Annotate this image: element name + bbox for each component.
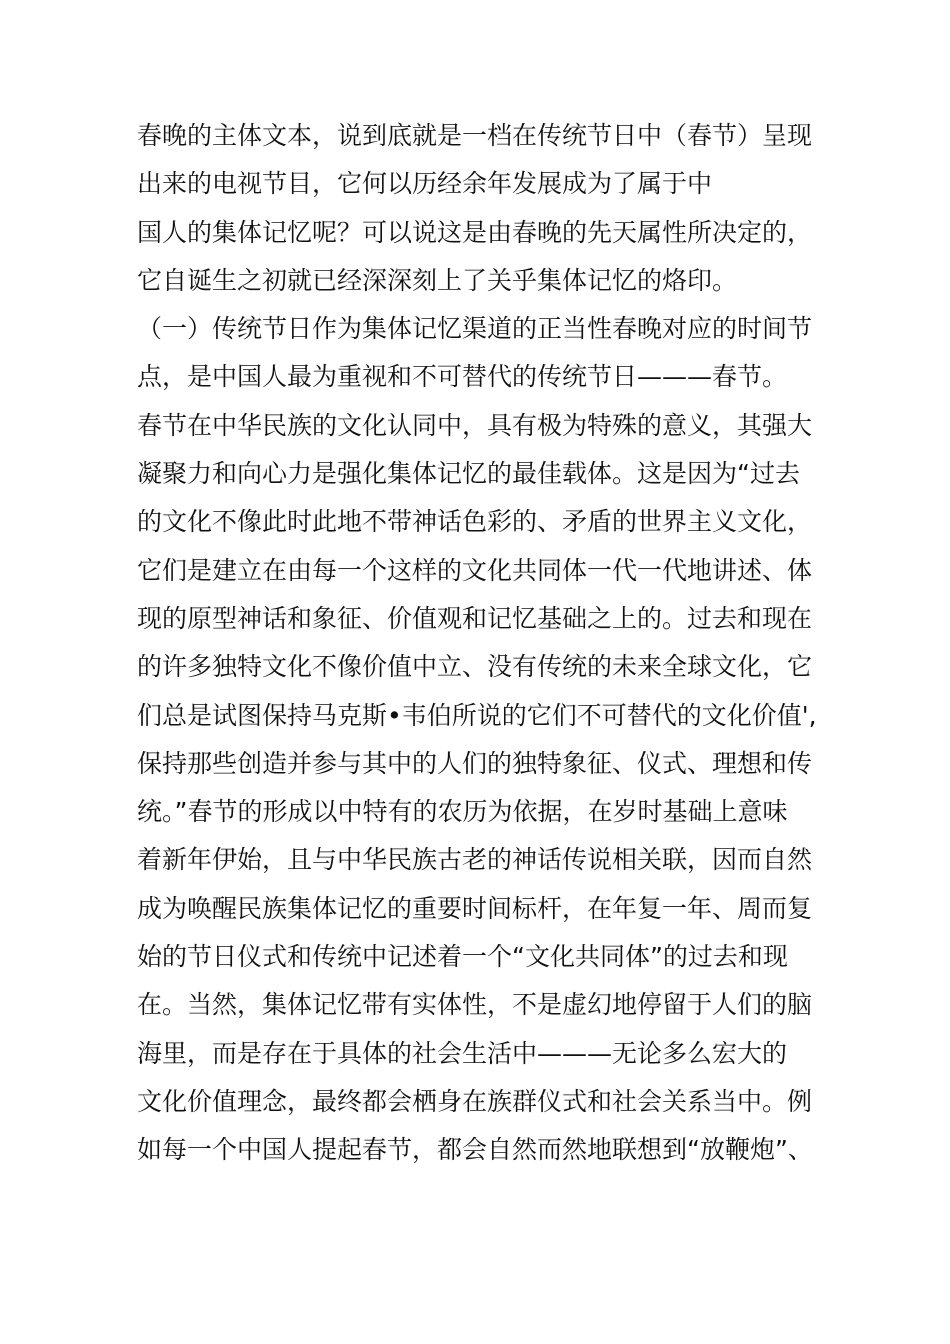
text-line: 现的原型神话和象征、价值观和记忆基础之上的。过去和现在 xyxy=(137,603,813,633)
text-line: 成为唤醒民族集体记忆的重要时间标杆，在年复一年、周而复 xyxy=(137,893,813,923)
text-line: 着新年伊始，且与中华民族古老的神话传说相关联，因而自然 xyxy=(137,845,813,875)
text-line: 春晚的主体文本，说到底就是一档在传统节日中（春节）呈现 xyxy=(137,121,813,150)
text-line: 国人的集体记忆呢？可以说这是由春晚的先天属性所决定的， xyxy=(137,217,813,247)
text-line: 们总是试图保持马克斯•韦伯所说的它们不可替代的文化价值', xyxy=(137,700,817,730)
text-line: 文化价值理念，最终都会栖身在族群仪式和社会关系当中。例 xyxy=(137,1086,813,1116)
text-line: 凝聚力和向心力是强化集体记忆的最佳载体。这是因为“过去 xyxy=(137,459,800,489)
text-line: 统。”春节的形成以中特有的农历为依据，在岁时基础上意味 xyxy=(137,797,788,827)
text-line: 的许多独特文化不像价值中立、没有传统的未来全球文化，它 xyxy=(137,652,813,682)
text-line: 保持那些创造并参与其中的人们的独特象征、仪式、理想和传 xyxy=(137,748,813,778)
text-line: 它自诞生之初就已经深深刻上了关乎集体记忆的烙印。 xyxy=(137,265,738,295)
text-line: 出来的电视节目，它何以历经余年发展成为了属于中 xyxy=(137,169,713,199)
text-line: 在。当然，集体记忆带有实体性，不是虚幻地停留于人们的脑 xyxy=(137,990,813,1020)
text-line: （一）传统节日作为集体记忆渠道的正当性春晚对应的时间节 xyxy=(137,314,813,344)
text-line: 点，是中国人最为重视和不可替代的传统节日———春节。 xyxy=(137,362,788,392)
text-line: 的文化不像此时此地不带神话色彩的、矛盾的世界主义文化， xyxy=(137,507,813,537)
text-line: 始的节日仪式和传统中记述着一个“文化共同体”的过去和现 xyxy=(137,942,788,972)
body-text xyxy=(137,112,837,1175)
text-line: 如每一个中国人提起春节，都会自然而然地联想到“放鞭炮”、 xyxy=(137,1135,813,1165)
text-line: 它们是建立在由每一个这样的文化共同体一代一代地讲述、体 xyxy=(137,555,813,585)
text-line: 海里，而是存在于具体的社会生活中———无论多么宏大的 xyxy=(137,1038,788,1068)
text-line: 春节在中华民族的文化认同中，具有极为特殊的意义，其强大 xyxy=(137,410,813,440)
